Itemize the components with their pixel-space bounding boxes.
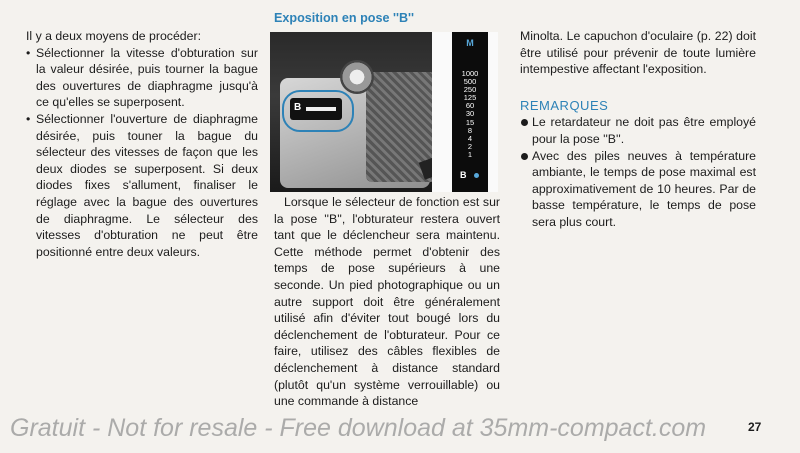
- right-column: [520, 28, 756, 231]
- watermark: Gratuit - Not for resale - Free download at 35mm-compact.com: [10, 414, 707, 442]
- speed-value: 4: [467, 133, 473, 143]
- viewfinder-bulb-label: B: [460, 170, 467, 180]
- speed-value: 2: [467, 141, 473, 151]
- middle-column: [274, 194, 500, 410]
- highlight-ring: [282, 90, 354, 132]
- viewfinder-mode-label: M: [466, 38, 474, 48]
- function-selector-label: B: [294, 102, 302, 113]
- bulb-indicator-led: [474, 173, 479, 178]
- speed-value: 60: [465, 101, 475, 111]
- bulb-explanation: Lorsque le sélecteur de fonction est sur la pose ''B'', l'obturateur restera ouvert tant que le déclencheur sera maintenu. Cette méthode permet d'obtenir des temps de pose supérieurs à une seconde. Un pied photographique ou un autre support doit être généralement utilisé afin d'éviter tout bougé lors du déclenchement de l'obturateur. Pour ce faire, utilisez des câbles flexibles de déclenchement à distance standard (plutôt qu'un système verrouillable) ou une commande à distance: [274, 195, 500, 409]
- remark-item: Avec des piles neuves à température ambiante, le temps de pose maximal est approximativement de 10 heures. Par de basse température, le temps de pose sera plus court.: [520, 148, 756, 231]
- section-title: Exposition en pose ''B'': [274, 11, 415, 25]
- remarks-title: REMARQUES: [520, 97, 609, 113]
- speed-value: 250: [463, 85, 477, 95]
- camera-dial: [340, 60, 374, 94]
- intro-text: Il y a deux moyens de procéder:: [26, 29, 201, 43]
- speed-value: 8: [467, 125, 473, 135]
- method-item: • Sélectionner l'ouverture de diaphragme désirée, puis touner la bague du sélecteur des vitesses de façon que les deux diodes se superposent. Si deux diodes fixes s'allument, finaliser le réglage avec la bague des ouvertures de diaphragme. Le sélecteur des vitesses d'obturation ne peut être positionné entre deux valeurs.: [26, 111, 258, 260]
- remark-item: Le retardateur ne doit pas être employé pour la pose ''B''.: [520, 114, 756, 147]
- speed-value: 500: [463, 77, 477, 87]
- shutter-speed-scale: [452, 70, 488, 159]
- speed-value: 1: [467, 149, 473, 159]
- remarks-list: [520, 114, 756, 230]
- speed-value: 1000: [461, 69, 479, 78]
- viewfinder-panel: [452, 32, 488, 192]
- viewfinder-display: [432, 32, 498, 192]
- speed-value: 125: [463, 93, 477, 103]
- page-number: 27: [748, 420, 762, 434]
- method-list: [26, 45, 258, 261]
- continuation-text: Minolta. Le capuchon d'oculaire (p. 22) doit être utilisé pour prévenir de toute lumière intempestive affectant l'exposition.: [520, 29, 756, 77]
- speed-value: 15: [465, 117, 475, 127]
- left-column: [26, 28, 258, 260]
- method-item: • Sélectionner la vitesse d'obturation sur la valeur désirée, puis tourner la bague des ouvertures de diaphragme jusqu'à ce qu'elles se superposent.: [26, 45, 258, 111]
- speed-value: 30: [465, 109, 475, 119]
- camera-photo: [270, 32, 498, 192]
